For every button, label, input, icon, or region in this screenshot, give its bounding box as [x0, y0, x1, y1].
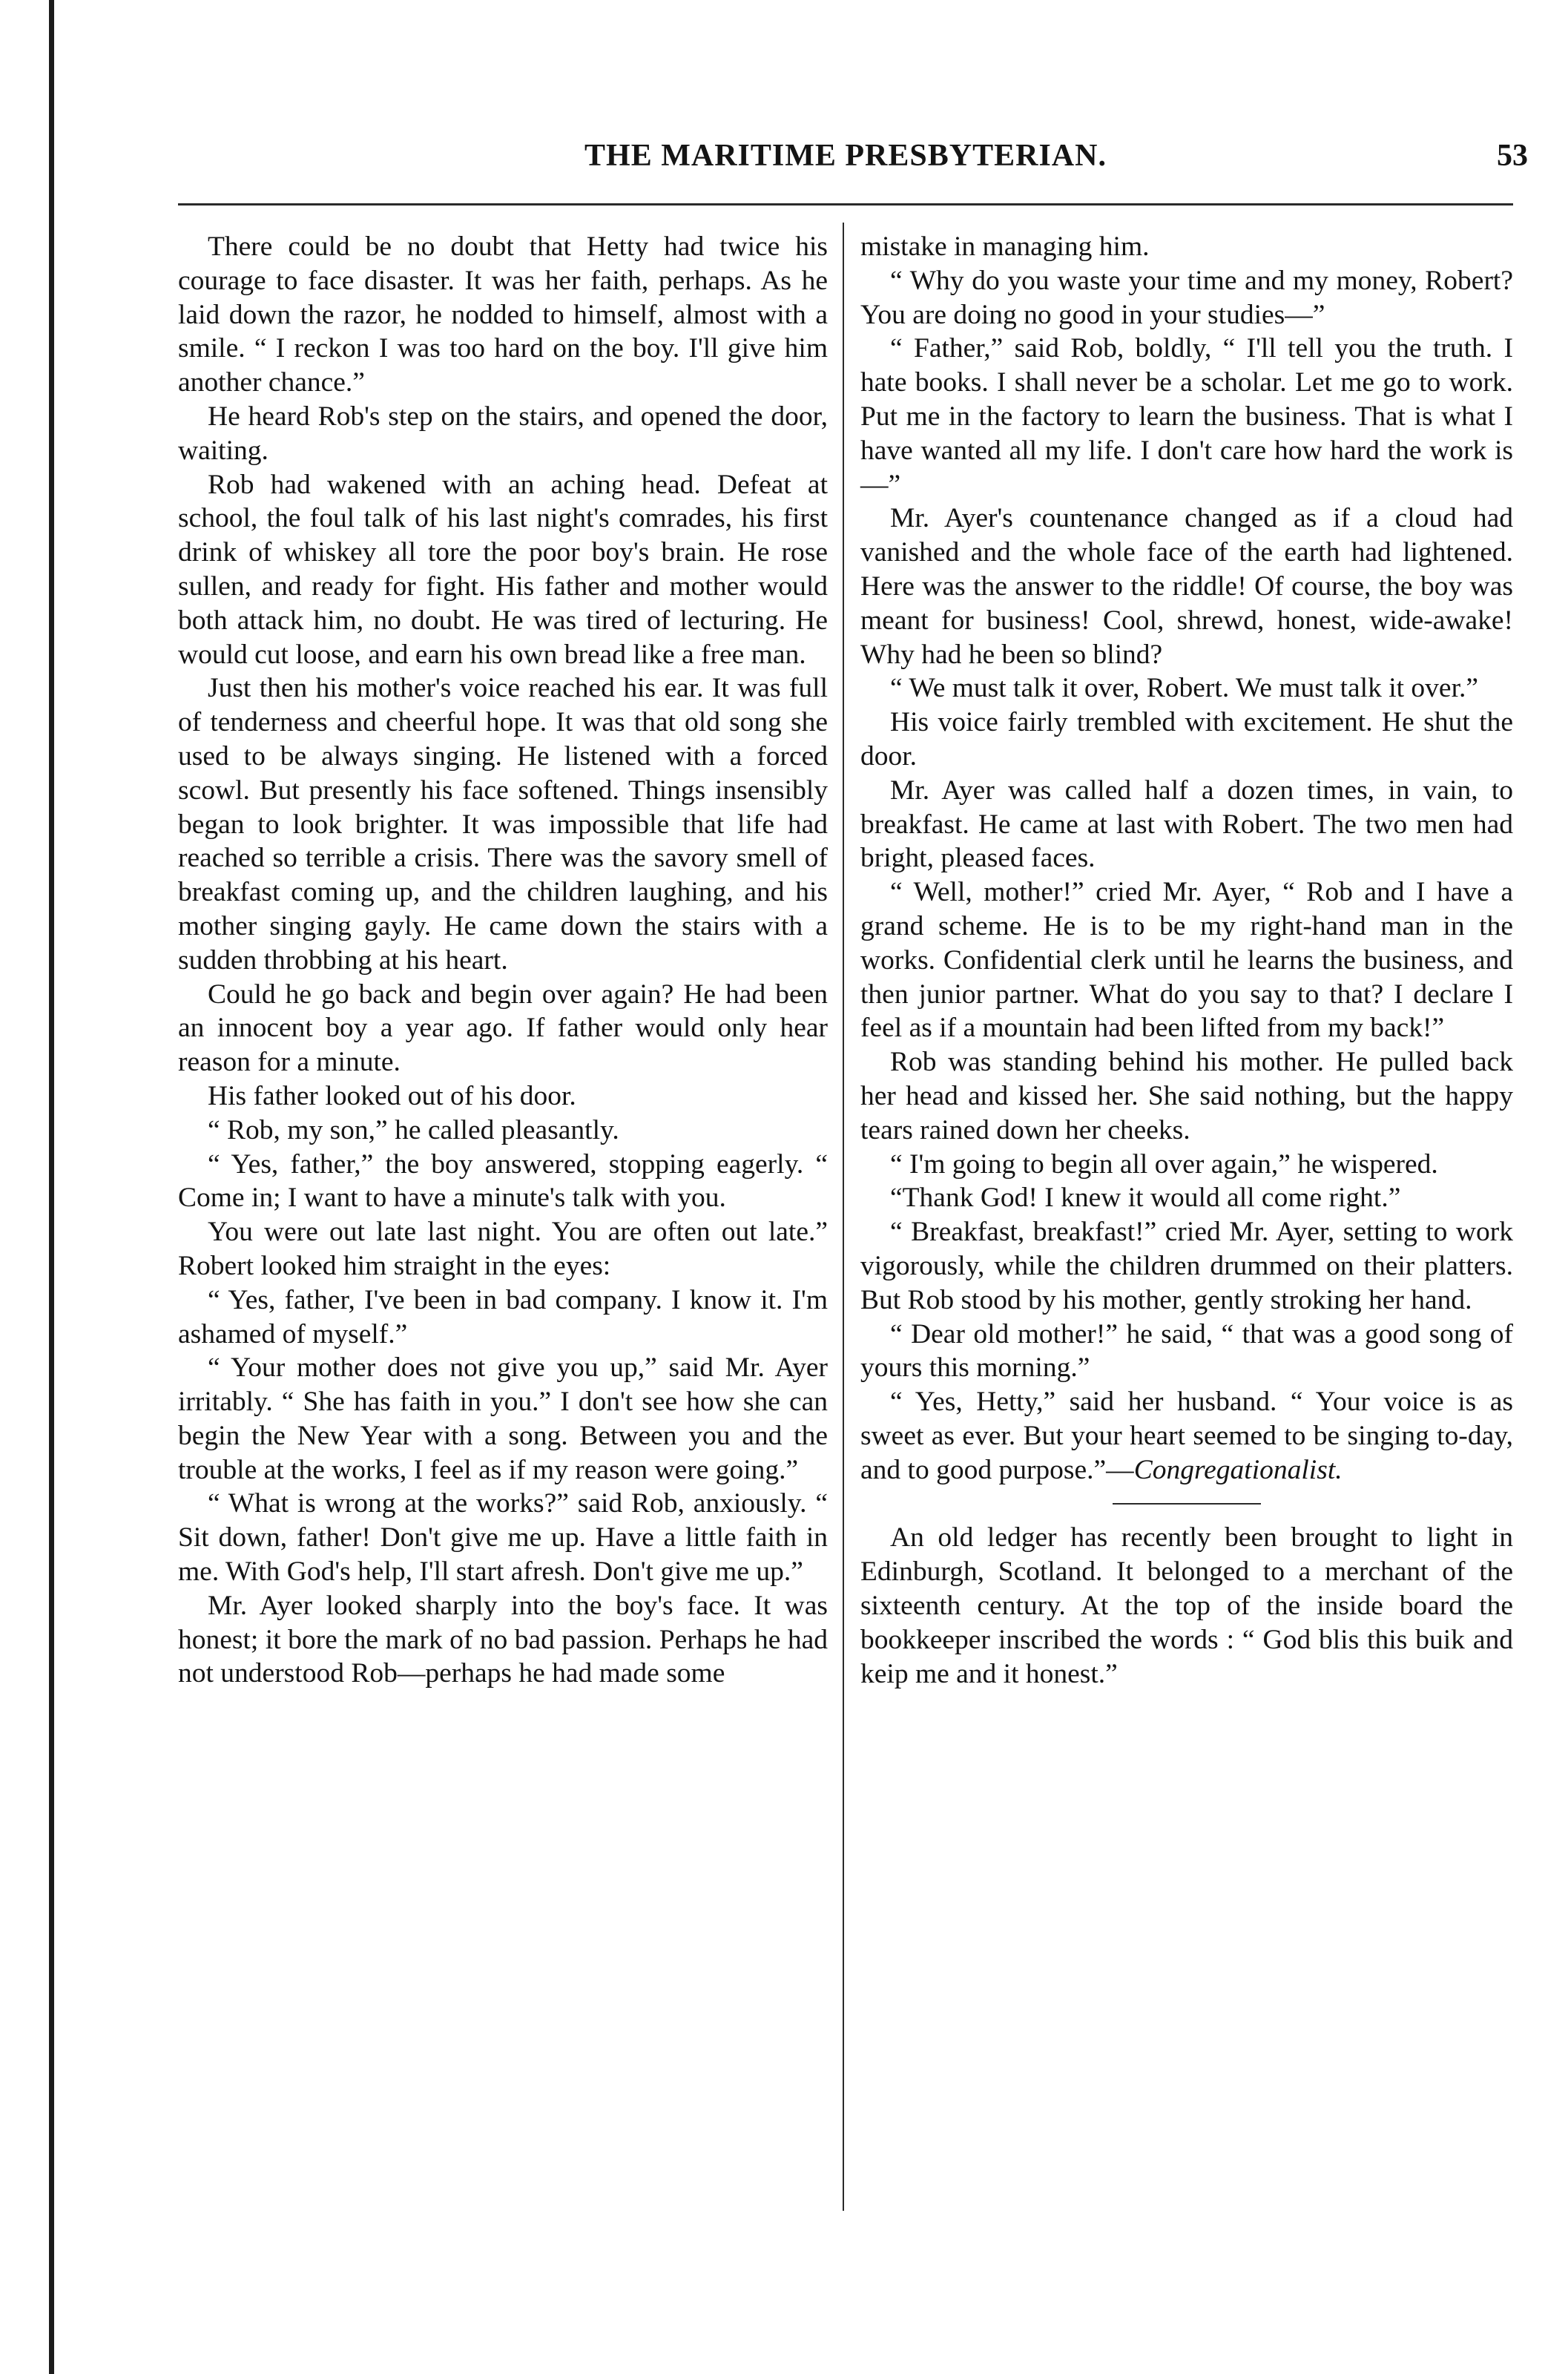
paragraph: “ I'm going to begin all over again,” he wispered. — [890, 1148, 1438, 1180]
news-item: An old ledger has recently been brought to light in Edinburgh, Scotland. It belonged to a merchant of the sixteenth century. At the top of the inside board the bookkeeper inscribed the words : “ God blis this buik and keip me and it honest.” — [860, 1522, 1513, 1689]
paragraph: His voice fairly trembled with excitement. He shut the door. — [860, 707, 1513, 772]
paragraph-text: “ Yes, Hetty,” said her husband. “ Your voice is as sweet as ever. But your heart seemed to be singing to-day, and to good purpose.”— — [860, 1387, 1513, 1485]
right-column — [860, 230, 1513, 1691]
paragraph: Just then his mother's voice reached his ear. It was full of tenderness and cheerful hope. It was that old song she used to be always singing. He listened with a forced scowl. But presently his face softened. Things insensibly began to look brighter. It was impossible that life had reached so terrible a crisis. There was the savory smell of breakfast coming up, and the children laughing, and his mother singing gayly. He came down the stairs with a sudden throbbing at his heart. — [178, 673, 828, 976]
paragraph: “ Your mother does not give you up,” said Mr. Ayer irritably. “ She has faith in you.” I don't see how she can begin the New Year with a song. Between you and the trouble at the works, I feel as if my reason were going.” — [178, 1352, 828, 1485]
page-number: 53 — [1497, 139, 1528, 173]
paragraph: “ Rob, my son,” he called pleasantly. — [208, 1114, 619, 1145]
attribution: Congregationalist. — [1133, 1454, 1343, 1485]
paragraph: “ We must talk it over, Robert. We must talk it over.” — [890, 673, 1479, 704]
paragraph: “ Yes, father,” the boy answered, stopping eagerly. “ Come in; I want to have a minute's talk with you. — [178, 1148, 828, 1214]
paragraph: “Thank God! I knew it would all come right.” — [890, 1183, 1401, 1214]
paragraph: “ Well, mother!” cried Mr. Ayer, “ Rob and I have a grand scheme. He is to be my right-hand man in the works. Confidential clerk until he learns the business, and then junior partner. What do you say to that? I declare I feel as if a mountain had been lifted from my back!” — [860, 877, 1513, 1044]
paragraph: Mr. Ayer's countenance changed as if a cloud had vanished and the whole face of the earth had lightened. Here was the answer to the riddle! Of course, the boy was meant for business! Cool, shrewd, honest, wide-awake! Why had he been so blind? — [860, 503, 1513, 670]
closing-paragraph — [860, 1385, 1513, 1487]
column-divider — [843, 223, 844, 2211]
paragraph: Rob had wakened with an aching head. Defeat at school, the foul talk of his last night's comrades, his first drink of whiskey all tore the poor boy's brain. He rose sullen, and ready for fight. His father and mother would both attack him, no doubt. He was tired of lecturing. He would cut loose, and earn his own bread like a free man. — [178, 469, 828, 670]
paragraph: Mr. Ayer looked sharply into the boy's face. It was honest; it bore the mark of no bad passion. Perhaps he had not understood Rob—perhaps he had made some — [178, 1590, 828, 1689]
left-column — [178, 230, 828, 1691]
paragraph: He heard Rob's step on the stairs, and opened the door, waiting. — [178, 401, 828, 466]
paragraph: “ What is wrong at the works?” said Rob, anxiously. “ Sit down, father! Don't give me up. Have a little faith in me. With God's help, I'll start afresh. Don't give me up.” — [178, 1488, 828, 1588]
paragraph: “ Father,” said Rob, boldly, “ I'll tell you the truth. I hate books. I shall never be a scholar. Let me go to work. Put me in the factory to learn the business. That is what I have wanted all my life. I don't care how hard the work is—” — [860, 333, 1513, 500]
section-divider — [1113, 1503, 1261, 1505]
paragraph: There could be no doubt that Hetty had twice his courage to face disaster. It was her faith, perhaps. As he laid down the razor, he nodded to himself, almost with a smile. “ I reckon I was too hard on the boy. I'll give him another chance.” — [178, 231, 828, 398]
paragraph: Could he go back and begin over again? He had been an innocent boy a year ago. If father would only hear reason for a minute. — [178, 979, 828, 1078]
paragraph: Rob was standing behind his mother. He pulled back her head and kissed her. She said nothing, but the happy tears rained down her cheeks. — [860, 1047, 1513, 1145]
binding-edge-rule — [49, 0, 54, 2374]
paragraph: “ Dear old mother!” he said, “ that was a good song of yours this morning.” — [860, 1318, 1513, 1384]
paragraph: You were out late last night. You are often out late.” Robert looked him straight in the eyes: — [178, 1217, 828, 1281]
paragraph: Mr. Ayer was called half a dozen times, in vain, to breakfast. He came at last with Robert. The two men had bright, pleased faces. — [860, 775, 1513, 874]
paragraph: “ Why do you waste your time and my money, Robert? You are doing no good in your studies—” — [860, 265, 1513, 330]
header-rule — [178, 203, 1513, 205]
paragraph: mistake in managing him. — [860, 231, 1150, 262]
paragraph: “ Yes, father, I've been in bad company. I know it. I'm ashamed of myself.” — [178, 1284, 828, 1349]
paragraph: His father looked out of his door. — [208, 1080, 576, 1111]
running-head — [163, 138, 1528, 183]
paragraph: “ Breakfast, breakfast!” cried Mr. Ayer, setting to work vigorously, while the children drummed on their platters. But Rob stood by his mother, gently stroking her hand. — [860, 1217, 1513, 1315]
page-title: THE MARITIME PRESBYTERIAN. — [584, 139, 1107, 173]
